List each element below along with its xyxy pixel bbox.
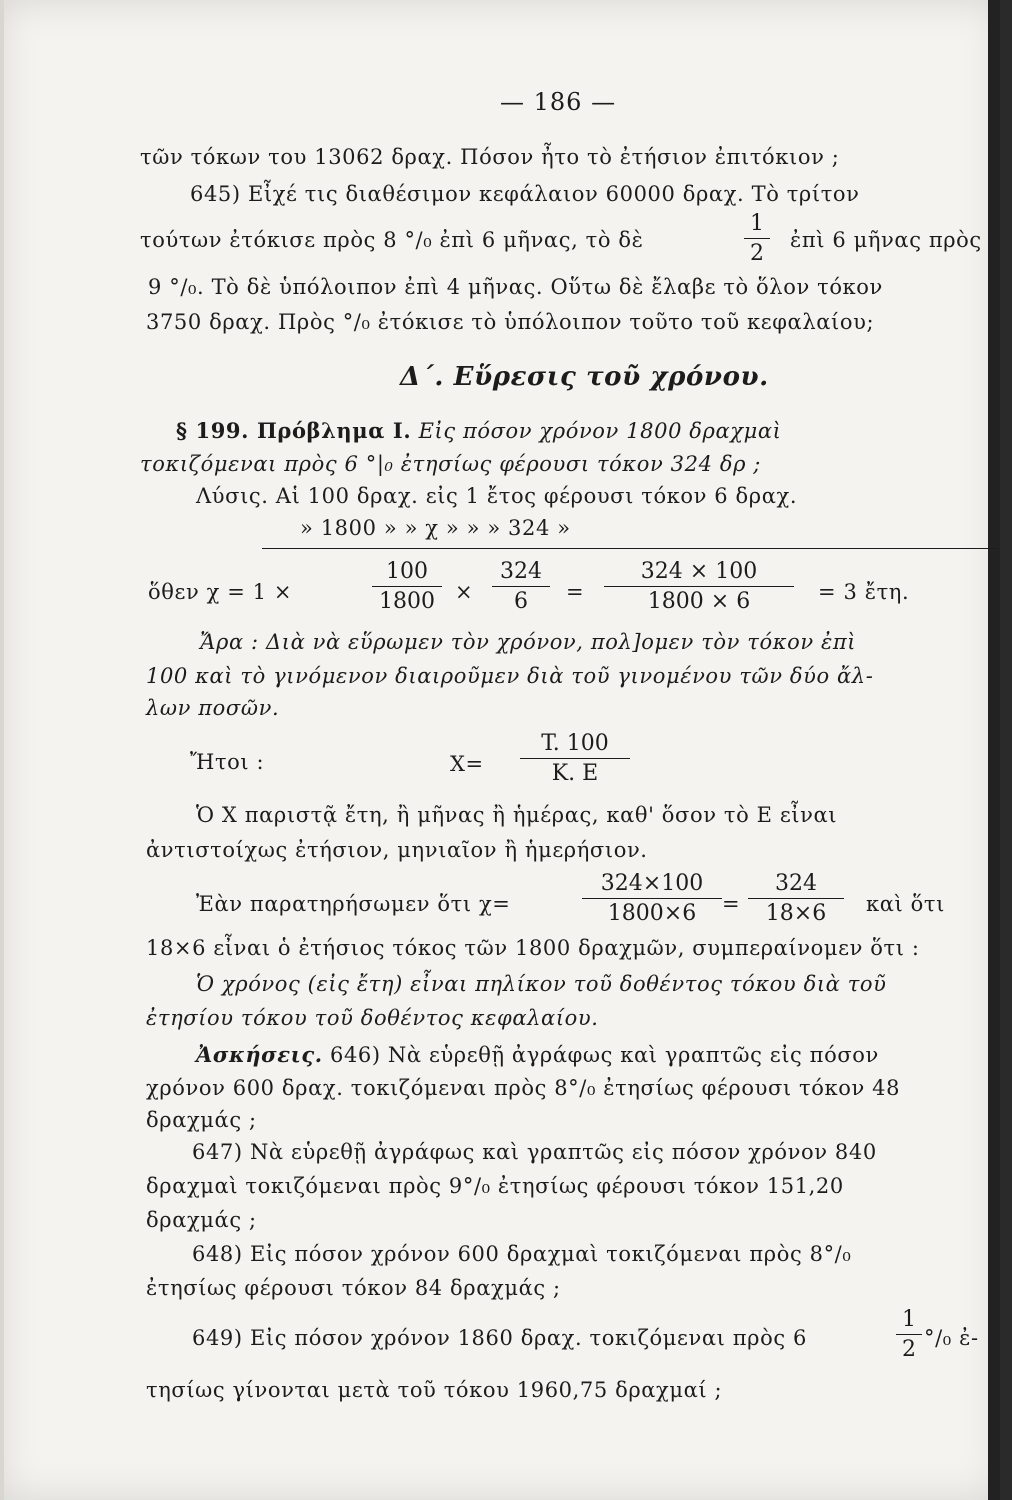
page-left-edge <box>0 0 4 1500</box>
text-line: Ὁ X παριστᾷ ἔτη, ἢ μῆνας ἢ ἡμέρας, καθ' ὅσον τὸ Ε εἶναι <box>196 803 838 827</box>
fraction-denominator: 1800 <box>379 589 435 614</box>
exercise-646: 646) Νὰ εὑρεθῇ ἀγράφως καὶ γραπτῶς εἰς πόσον <box>329 1043 879 1067</box>
text-line: ἐτησίως φέρουσι τόκον 84 δραχμάς ; <box>146 1276 561 1300</box>
fraction-denominator: 2 <box>750 241 764 266</box>
text-line: 3750 δραχ. Πρὸς °/₀ ἐτόκισε τὸ ὑπόλοιπον τοῦτο τοῦ κεφαλαίου; <box>146 310 875 334</box>
fraction-numerator: 324 <box>748 870 844 899</box>
problem-text: Εἰς πόσον χρόνον 1800 δραχμαὶ <box>418 419 782 443</box>
page-number: — 186 — <box>500 88 617 116</box>
equation-fraction <box>372 558 442 617</box>
etoi-label: Ἤτοι : <box>190 750 265 774</box>
formula-fraction <box>520 730 630 789</box>
fraction-denominator: 1800 × 6 <box>647 589 751 614</box>
ean-suffix: καὶ ὅτι <box>866 892 945 916</box>
etoi-x: X= <box>450 752 484 776</box>
fraction-denominator: 6 <box>514 589 528 614</box>
rule-statement: Ὁ χρόνος (εἰς ἔτη) εἶναι πηλίκον τοῦ δοθέντος τόκου διὰ τοῦ <box>196 972 887 996</box>
half-fraction <box>744 210 770 269</box>
exercise-649-suffix: °/₀ ἐ- <box>924 1326 979 1350</box>
exercises-line <box>196 1042 879 1067</box>
fraction-numerator: 324 <box>492 558 550 587</box>
problem-line <box>176 418 781 443</box>
ean-fraction <box>582 870 722 929</box>
text-line: τησίως γίνονται μετὰ τοῦ τόκου 1960,75 δραχμαί ; <box>146 1378 723 1402</box>
ean-prefix: Ἐὰν παρατηρήσωμεν ὅτι χ= <box>196 892 511 916</box>
rule-statement: ἐτησίου τόκου τοῦ δοθέντος κεφαλαίου. <box>146 1006 599 1030</box>
text-line: χρόνον 600 δραχ. τοκιζόμεναι πρὸς 8°/₀ ἐτησίως φέρουσι τόκον 48 <box>146 1076 901 1100</box>
fraction-denominator: 18×6 <box>765 901 827 926</box>
ara-line: 100 καὶ τὸ γινόμενον διαιροῦμεν διὰ τοῦ γινομένου τῶν δύο ἄλ- <box>146 664 874 688</box>
exercise-648: 648) Εἰς πόσον χρόνον 600 δραχμαὶ τοκιζόμεναι πρὸς 8°/₀ <box>192 1242 852 1266</box>
fraction-numerator: 100 <box>372 558 442 587</box>
text-line: ἀντιστοίχως ἐτήσιον, μηνιαῖον ἢ ἡμερήσιον. <box>146 838 648 862</box>
equation-prefix: ὅθεν χ = 1 × <box>148 580 293 604</box>
fraction-denominator: 2 <box>902 1337 916 1362</box>
text-line: ἐπὶ 6 μῆνας πρὸς <box>790 228 982 252</box>
exercises-label: Ἀσκήσεις. <box>196 1042 323 1067</box>
ean-fraction <box>748 870 844 929</box>
text-line: τῶν τόκων του 13062 δραχ. Πόσον ἦτο τὸ ἐτήσιον ἐπιτόκιον ; <box>140 145 840 169</box>
equals-sign: = <box>566 580 585 604</box>
solution-rule <box>262 548 998 549</box>
fraction-numerator: 324 × 100 <box>604 558 794 587</box>
text-line: τούτων ἐτόκισε πρὸς 8 °/₀ ἐπὶ 6 μῆνας, τὸ δὲ <box>140 228 644 252</box>
equation-result: = 3 ἔτη. <box>818 580 910 604</box>
ara-line: Ἄρα : Διὰ νὰ εὕρωμεν τὸν χρόνον, πολ]ομεν τὸν τόκον ἐπὶ <box>200 630 857 654</box>
equation-fraction <box>492 558 550 617</box>
times-sign: × <box>455 580 474 604</box>
exercise-647: 647) Νὰ εὑρεθῇ ἀγράφως καὶ γραπτῶς εἰς πόσον χρόνον 840 <box>192 1140 877 1164</box>
section-heading: Δ΄. Εὕρεσις τοῦ χρόνου. <box>400 362 769 392</box>
solution-line: Λύσις. Αἱ 100 δραχ. εἰς 1 ἔτος φέρουσι τόκον 6 δραχ. <box>196 484 798 508</box>
fraction-numerator: 1 <box>744 210 770 239</box>
exercise-649: 649) Εἰς πόσον χρόνον 1860 δραχ. τοκιζόμεναι πρὸς 6 <box>192 1326 807 1350</box>
ara-line: λων ποσῶν. <box>146 696 280 720</box>
fraction-denominator: 1800×6 <box>607 901 697 926</box>
fraction-denominator: K. E <box>551 761 599 786</box>
text-line: 9 °/₀. Τὸ δὲ ὑπόλοιπον ἐπὶ 4 μῆνας. Οὕτω δὲ ἔλαβε τὸ ὅλον τόκον <box>148 275 883 299</box>
text-line: δραχμάς ; <box>146 1208 257 1232</box>
text-line: δραχμάς ; <box>146 1108 257 1132</box>
equals-sign: = <box>722 892 741 916</box>
fraction-numerator: 1 <box>896 1306 922 1335</box>
text-line: 645) Εἶχέ τις διαθέσιμον κεφάλαιον 60000 δραχ. Τὸ τρίτον <box>190 182 860 206</box>
exercise-649-fraction <box>896 1306 922 1365</box>
equation-fraction <box>604 558 794 617</box>
problem-text-line2: τοκιζόμεναι πρὸς 6 °|₀ ἐτησίως φέρουσι τόκον 324 δρ ; <box>140 452 761 476</box>
fraction-numerator: T. 100 <box>520 730 630 759</box>
text-line: 18×6 εἶναι ὁ ἐτήσιος τόκος τῶν 1800 δραχμῶν, συμπεραίνομεν ὅτι : <box>146 936 920 960</box>
text-line: δραχμαὶ τοκιζόμεναι πρὸς 9°/₀ ἐτησίως φέρουσι τόκον 151,20 <box>146 1174 844 1198</box>
fraction-numerator: 324×100 <box>582 870 722 899</box>
solution-line: » 1800 » » χ » » » 324 » <box>300 516 571 540</box>
page-right-edge <box>988 0 1000 1500</box>
problem-label: § 199. Πρόβλημα Ι. <box>176 418 412 443</box>
